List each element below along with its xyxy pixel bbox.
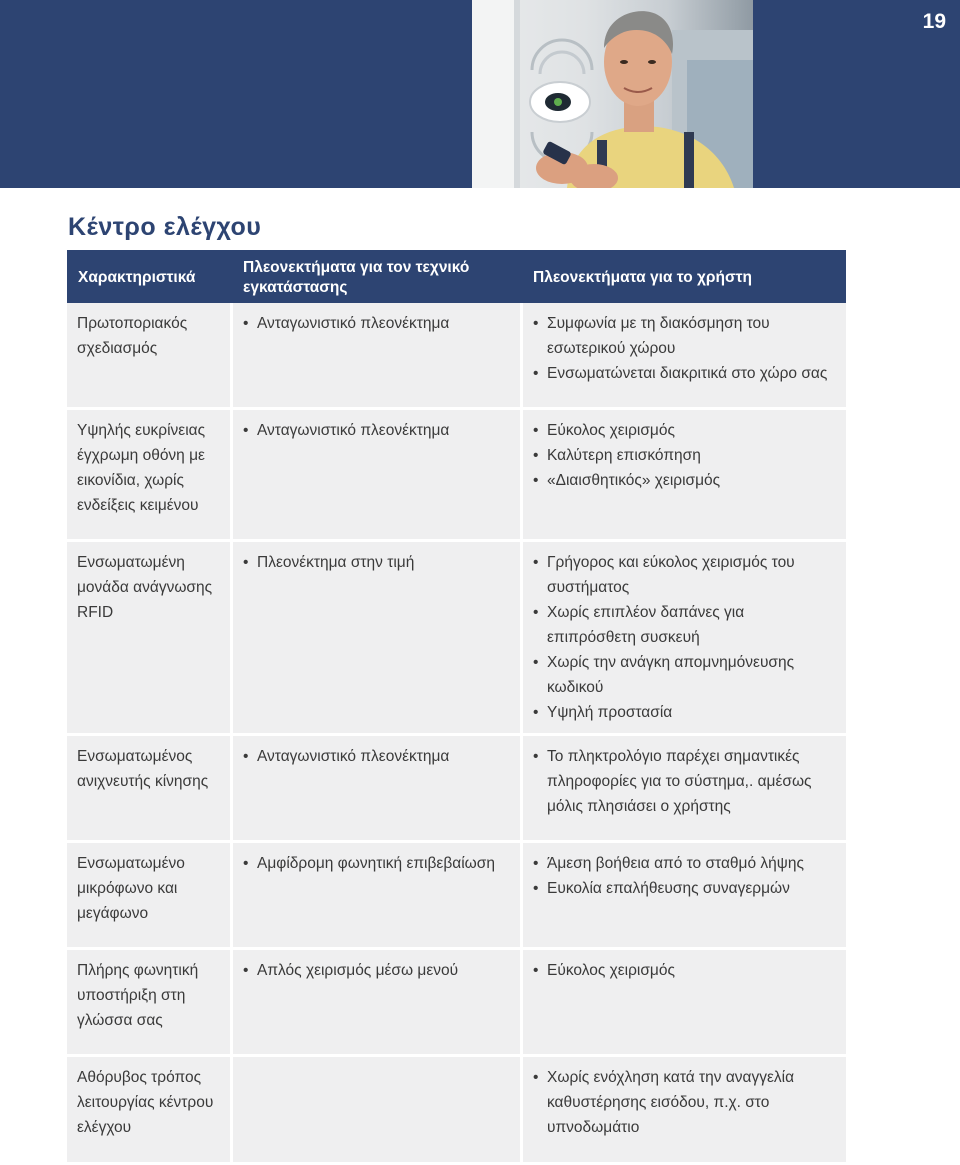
- list-item: • Χωρίς ενόχληση κατά την αναγγελία καθυστέρησης εισόδου, π.χ. στο υπνοδωμάτιο: [533, 1065, 836, 1140]
- feature-text: Ενσωματωμένος ανιχνευτής κίνησης: [77, 748, 209, 790]
- installer-benefits-cell: [233, 410, 523, 542]
- list-item: • Χωρίς επιπλέον δαπάνες για επιπρόσθετη συσκευή: [533, 600, 836, 650]
- list-item: • Υψηλή προστασία: [533, 700, 836, 725]
- installer-benefits-list: [243, 851, 510, 876]
- list-item: • Χωρίς την ανάγκη απομνημόνευσης κωδικού: [533, 650, 836, 700]
- feature-cell: [67, 410, 233, 542]
- user-benefits-cell: [523, 542, 846, 736]
- user-benefits-list: [533, 1065, 836, 1140]
- list-item: • Το πληκτρολόγιο παρέχει σημαντικές πληροφορίες για το σύστημα,. αμέσως μόλις πλησιάσει ο χρήστης: [533, 744, 836, 819]
- table-header-row: [67, 250, 846, 303]
- feature-cell: [67, 303, 233, 410]
- installer-benefits-cell: [233, 950, 523, 1057]
- installer-benefits-cell: [233, 736, 523, 843]
- user-benefits-cell: [523, 1057, 846, 1165]
- installer-benefits-list: [243, 744, 510, 769]
- user-benefits-list: [533, 311, 836, 386]
- page-title: Κέντρο ελέγχου: [68, 213, 262, 241]
- header-features: Χαρακτηριστικά: [67, 250, 233, 303]
- feature-text: Υψηλής ευκρίνειας έγχρωμη οθόνη με εικονίδια, χωρίς ενδείξεις κειμένου: [77, 422, 206, 514]
- table-row: [67, 410, 846, 542]
- user-benefits-cell: [523, 843, 846, 950]
- feature-text: Πρωτοποριακός σχεδιασμός: [77, 315, 188, 357]
- list-item: • «Διαισθητικός» χειρισμός: [533, 468, 836, 493]
- installer-benefits-list: [243, 311, 510, 336]
- features-table: [67, 250, 846, 1165]
- user-benefits-list: [533, 550, 836, 725]
- table-row: [67, 303, 846, 410]
- user-benefits-list: [533, 851, 836, 901]
- list-item: • Ανταγωνιστικό πλεονέκτημα: [243, 418, 510, 443]
- feature-cell: [67, 542, 233, 736]
- user-benefits-list: [533, 958, 836, 983]
- table-row: [67, 736, 846, 843]
- feature-cell: [67, 843, 233, 950]
- installer-benefits-list: [243, 550, 510, 575]
- user-benefits-cell: [523, 950, 846, 1057]
- installer-benefits-list: [243, 958, 510, 983]
- list-item: • Άμεση βοήθεια από το σταθμό λήψης: [533, 851, 836, 876]
- list-item: • Εύκολος χειρισμός: [533, 418, 836, 443]
- installer-benefits-cell: [233, 1057, 523, 1165]
- installer-benefits-cell: [233, 843, 523, 950]
- user-benefits-cell: [523, 303, 846, 410]
- list-item: • Καλύτερη επισκόπηση: [533, 443, 836, 468]
- feature-text: Αθόρυβος τρόπος λειτουργίας κέντρου ελέγχου: [77, 1069, 214, 1136]
- list-item: • Ενσωματώνεται διακριτικά στο χώρο σας: [533, 361, 836, 386]
- list-item: • Ανταγωνιστικό πλεονέκτημα: [243, 744, 510, 769]
- feature-cell: [67, 736, 233, 843]
- feature-text: Ενσωματωμένη μονάδα ανάγνωσης RFID: [77, 554, 213, 621]
- user-benefits-list: [533, 418, 836, 493]
- installer-benefits-cell: [233, 542, 523, 736]
- installer-benefits-cell: [233, 303, 523, 410]
- table-row: [67, 542, 846, 736]
- list-item: • Πλεονέκτημα στην τιμή: [243, 550, 510, 575]
- installer-benefits-list: [243, 418, 510, 443]
- list-item: • Αμφίδρομη φωνητική επιβεβαίωση: [243, 851, 510, 876]
- user-benefits-list: [533, 744, 836, 819]
- user-benefits-cell: [523, 410, 846, 542]
- feature-cell: [67, 950, 233, 1057]
- list-item: • Ευκολία επαλήθευσης συναγερμών: [533, 876, 836, 901]
- page-number: 19: [922, 10, 946, 33]
- photo-man-with-keypad: [472, 0, 753, 188]
- list-item: • Συμφωνία με τη διακόσμηση του εσωτερικού χώρου: [533, 311, 836, 361]
- user-benefits-cell: [523, 736, 846, 843]
- table-row: [67, 843, 846, 950]
- feature-text: Πλήρης φωνητική υποστήριξη στη γλώσσα σας: [77, 962, 199, 1029]
- header-user-benefits: Πλεονεκτήματα για το χρήστη: [523, 250, 846, 303]
- header-installer-benefits: Πλεονεκτήματα για τον τεχνικό εγκατάστασης: [233, 250, 523, 303]
- feature-text: Ενσωματωμένο μικρόφωνο και μεγάφωνο: [77, 855, 185, 922]
- photo-illustration: [472, 0, 753, 188]
- list-item: • Απλός χειρισμός μέσω μενού: [243, 958, 510, 983]
- table-body: [67, 303, 846, 1165]
- table-row: [67, 1057, 846, 1165]
- list-item: • Εύκολος χειρισμός: [533, 958, 836, 983]
- list-item: • Ανταγωνιστικό πλεονέκτημα: [243, 311, 510, 336]
- table-row: [67, 950, 846, 1057]
- list-item: • Γρήγορος και εύκολος χειρισμός του συστήματος: [533, 550, 836, 600]
- feature-cell: [67, 1057, 233, 1165]
